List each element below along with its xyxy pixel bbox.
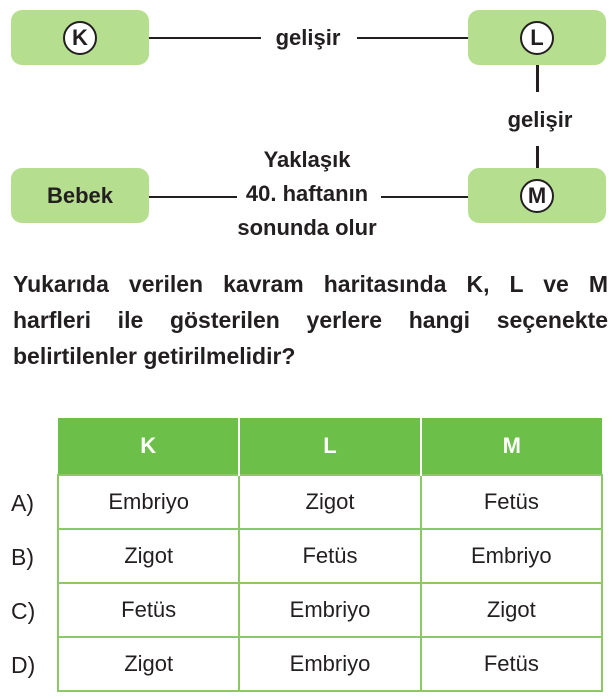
link-label-line-2: 40. haftanın [245,181,369,206]
node-m-circle: M [520,179,554,213]
connector-bebek-m-right [381,196,468,198]
table-cell: Fetüs [421,475,602,529]
table-cell: Embriyo [421,529,602,583]
concept-box-l [468,10,606,65]
table-row-a[interactable] [58,475,602,529]
table-header-row [58,418,602,475]
node-l-circle: L [520,21,554,55]
header-k: K [58,418,239,475]
table-cell: Zigot [239,475,420,529]
question-line-3: belirtilenler getirilmelidir? [13,343,296,369]
header-l: L [239,418,420,475]
table-cell: Embriyo [239,637,420,691]
link-label-bebek-m [222,143,392,245]
link-label-line-1: Yaklaşık [263,147,351,172]
table-cell: Fetüs [58,583,239,637]
table-cell: Embriyo [58,475,239,529]
connector-l-m-bottom [536,146,539,168]
table-cell: Fetüs [421,637,602,691]
connector-l-m-top [536,65,539,92]
link-label-k-l: gelişir [275,25,341,50]
answer-table [57,418,603,692]
table-row-b[interactable] [58,529,602,583]
question-line-2: harfleri ile gösterilen yerlere hangi seçenekte [13,307,608,333]
header-m: M [421,418,602,475]
link-label-line-3: sonunda olur [237,215,377,240]
concept-box-m [468,168,606,223]
connector-k-l-right [357,37,468,39]
question-line-1: Yukarıda verilen kavram haritasında K, L ve M [13,271,608,297]
option-label-c[interactable]: C) [11,598,36,624]
link-label-l-m: gelişir [507,107,573,132]
option-label-b[interactable]: B) [11,544,34,570]
table-row-d[interactable] [58,637,602,691]
node-k-circle: K [63,21,97,55]
concept-box-bebek [11,168,149,223]
table-row-c[interactable] [58,583,602,637]
table-cell: Fetüs [239,529,420,583]
node-bebek-label: Bebek [46,182,114,208]
table-cell: Embriyo [239,583,420,637]
table-cell: Zigot [421,583,602,637]
table-cell: Zigot [58,637,239,691]
concept-box-k [11,10,149,65]
option-label-a[interactable]: A) [11,490,34,516]
connector-k-l-left [149,37,261,39]
table-cell: Zigot [58,529,239,583]
question-text [13,266,608,374]
option-label-d[interactable]: D) [11,652,36,678]
